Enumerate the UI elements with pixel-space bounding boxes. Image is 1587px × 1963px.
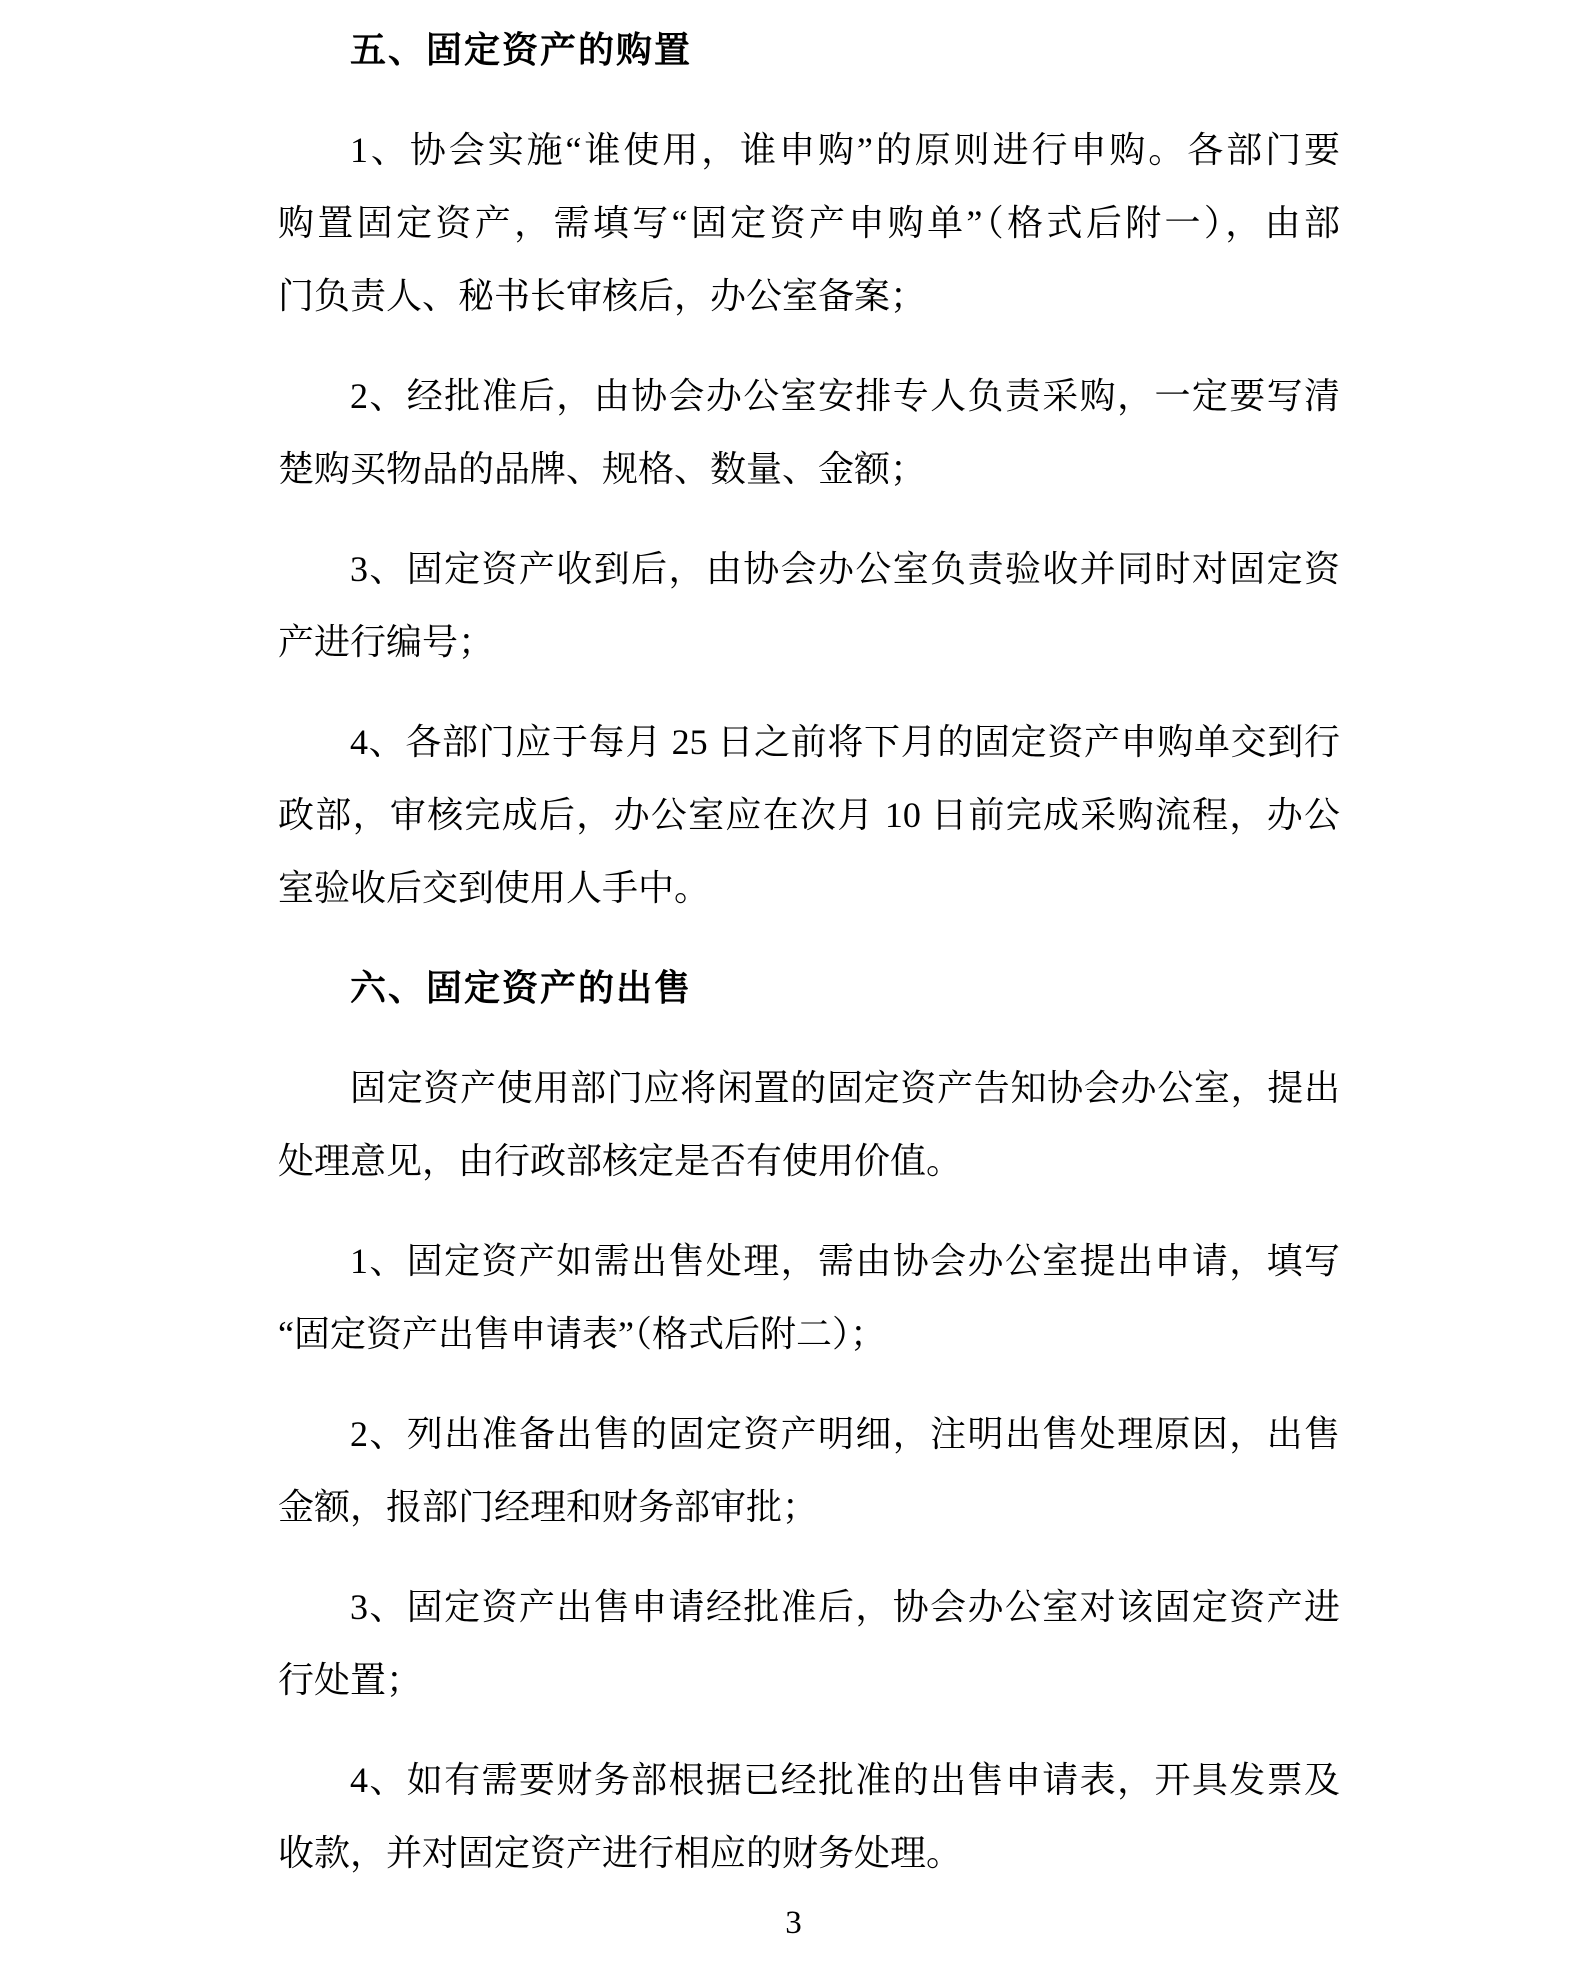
text-line: 金额，报部门经理和财务部审批； [278, 1487, 819, 1527]
text-line: 4、如有需要财务部根据已经批准的出售申请表，开具发票及 [350, 1760, 1340, 1800]
text-line: 产进行编号； [278, 622, 495, 662]
paragraph [278, 114, 1340, 333]
text-line: 1、固定资产如需出售处理，需由协会办公室提出申请，填写 [350, 1241, 1340, 1281]
text-line: 六、固定资产的出售 [350, 968, 693, 1008]
page-footer [0, 1903, 1587, 1943]
text-line: 3、固定资产出售申请经批准后，协会办公室对该固定资产进 [350, 1587, 1340, 1627]
text-line: “固定资产出售申请表”（格式后附二）； [278, 1314, 886, 1354]
paragraph [278, 1571, 1340, 1717]
page-number: 3 [785, 1905, 802, 1941]
text-line: 2、经批准后，由协会办公室安排专人负责采购，一定要写清 [350, 376, 1340, 416]
paragraph [278, 706, 1340, 925]
paragraph [278, 1052, 1340, 1198]
text-line: 购置固定资产，需填写“固定资产申购单”（格式后附一），由部 [278, 203, 1340, 243]
text-line: 门负责人、秘书长审核后，办公室备案； [278, 276, 927, 316]
text-line: 五、固定资产的购置 [350, 30, 693, 70]
text-line: 行处置； [278, 1660, 423, 1700]
text-line: 固定资产使用部门应将闲置的固定资产告知协会办公室，提出 [350, 1068, 1340, 1108]
section-heading [278, 14, 1340, 87]
text-line: 处理意见，由行政部核定是否有使用价值。 [278, 1141, 963, 1181]
text-line: 2、列出准备出售的固定资产明细，注明出售处理原因，出售 [350, 1414, 1340, 1454]
text-line: 1、协会实施“谁使用，谁申购”的原则进行申购。各部门要 [350, 130, 1340, 170]
paragraph [278, 1398, 1340, 1544]
paragraph [278, 360, 1340, 506]
text-line: 4、各部门应于每月 25 日之前将下月的固定资产申购单交到行 [350, 722, 1340, 762]
text-line: 楚购买物品的品牌、规格、数量、金额； [278, 449, 927, 489]
paragraph [278, 1744, 1340, 1890]
paragraph [278, 533, 1340, 679]
text-line: 3、固定资产收到后，由协会办公室负责验收并同时对固定资 [350, 549, 1340, 589]
text-line: 政部，审核完成后，办公室应在次月 10 日前完成采购流程，办公 [278, 795, 1340, 835]
document-body [278, 14, 1340, 1890]
section-heading [278, 952, 1340, 1025]
paragraph [278, 1225, 1340, 1371]
text-line: 收款，并对固定资产进行相应的财务处理。 [278, 1833, 963, 1873]
text-line: 室验收后交到使用人手中。 [278, 868, 711, 908]
